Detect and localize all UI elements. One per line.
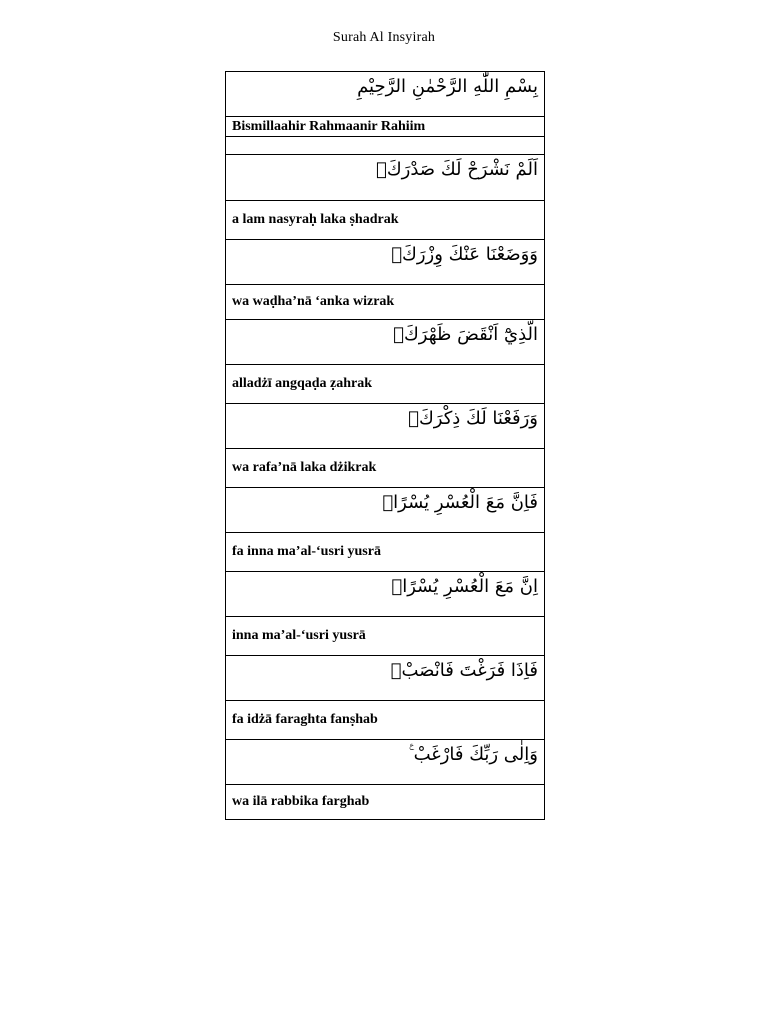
- latin-text: Bismillaahir Rahmaanir Rahiim: [226, 117, 545, 137]
- latin-row: [226, 201, 545, 240]
- arabic-text: فَاِنَّ مَعَ الْعُسْرِ يُسْرًاۙ: [226, 488, 545, 533]
- latin-row: [226, 117, 545, 137]
- latin-text: wa ilā rabbika farghab: [226, 785, 545, 820]
- arabic-text: وَاِلٰى رَبِّكَ فَارْغَبْ ࣖ: [226, 740, 545, 785]
- latin-text: a lam nasyraḥ laka ṣhadrak: [226, 201, 545, 240]
- latin-row: [226, 785, 545, 820]
- latin-row: [226, 701, 545, 740]
- latin-text: wa rafa’nā laka dżikrak: [226, 449, 545, 488]
- arabic-text: اَلَمْ نَشْرَحْ لَكَ صَدْرَكَۙ: [226, 155, 545, 201]
- arabic-text: الَّذِيْٓ اَنْقَضَ ظَهْرَكَۙ: [226, 320, 545, 365]
- spacer-cell: [226, 137, 545, 155]
- arabic-text: وَرَفَعْنَا لَكَ ذِكْرَكَۗ: [226, 404, 545, 449]
- arabic-row: [226, 740, 545, 785]
- latin-row: [226, 449, 545, 488]
- latin-row: [226, 617, 545, 656]
- spacer-row: [226, 137, 545, 155]
- latin-row: [226, 285, 545, 320]
- arabic-text: اِنَّ مَعَ الْعُسْرِ يُسْرًاۗ: [226, 572, 545, 617]
- surah-table: [225, 71, 545, 820]
- latin-text: alladżī angqaḍa ẓahrak: [226, 365, 545, 404]
- latin-text: fa inna ma’al-‘usri yusrā: [226, 533, 545, 572]
- arabic-text: فَاِذَا فَرَغْتَ فَانْصَبْۙ: [226, 656, 545, 701]
- arabic-text: وَوَضَعْنَا عَنْكَ وِزْرَكَۙ: [226, 240, 545, 285]
- page-title: Surah Al Insyirah: [332, 30, 436, 45]
- latin-text: wa waḍha’nā ‘anka wizrak: [226, 285, 545, 320]
- arabic-row: [226, 656, 545, 701]
- arabic-row: [226, 404, 545, 449]
- arabic-row: [226, 240, 545, 285]
- arabic-row: [226, 72, 545, 117]
- latin-row: [226, 533, 545, 572]
- arabic-row: [226, 488, 545, 533]
- arabic-row: [226, 572, 545, 617]
- arabic-row: [226, 320, 545, 365]
- latin-row: [226, 365, 545, 404]
- arabic-text: بِسْمِ اللّٰهِ الرَّحْمٰنِ الرَّحِيْمِ: [226, 72, 545, 117]
- latin-text: inna ma’al-‘usri yusrā: [226, 617, 545, 656]
- arabic-row: [226, 155, 545, 201]
- latin-text: fa idżā faraghta fanṣhab: [226, 701, 545, 740]
